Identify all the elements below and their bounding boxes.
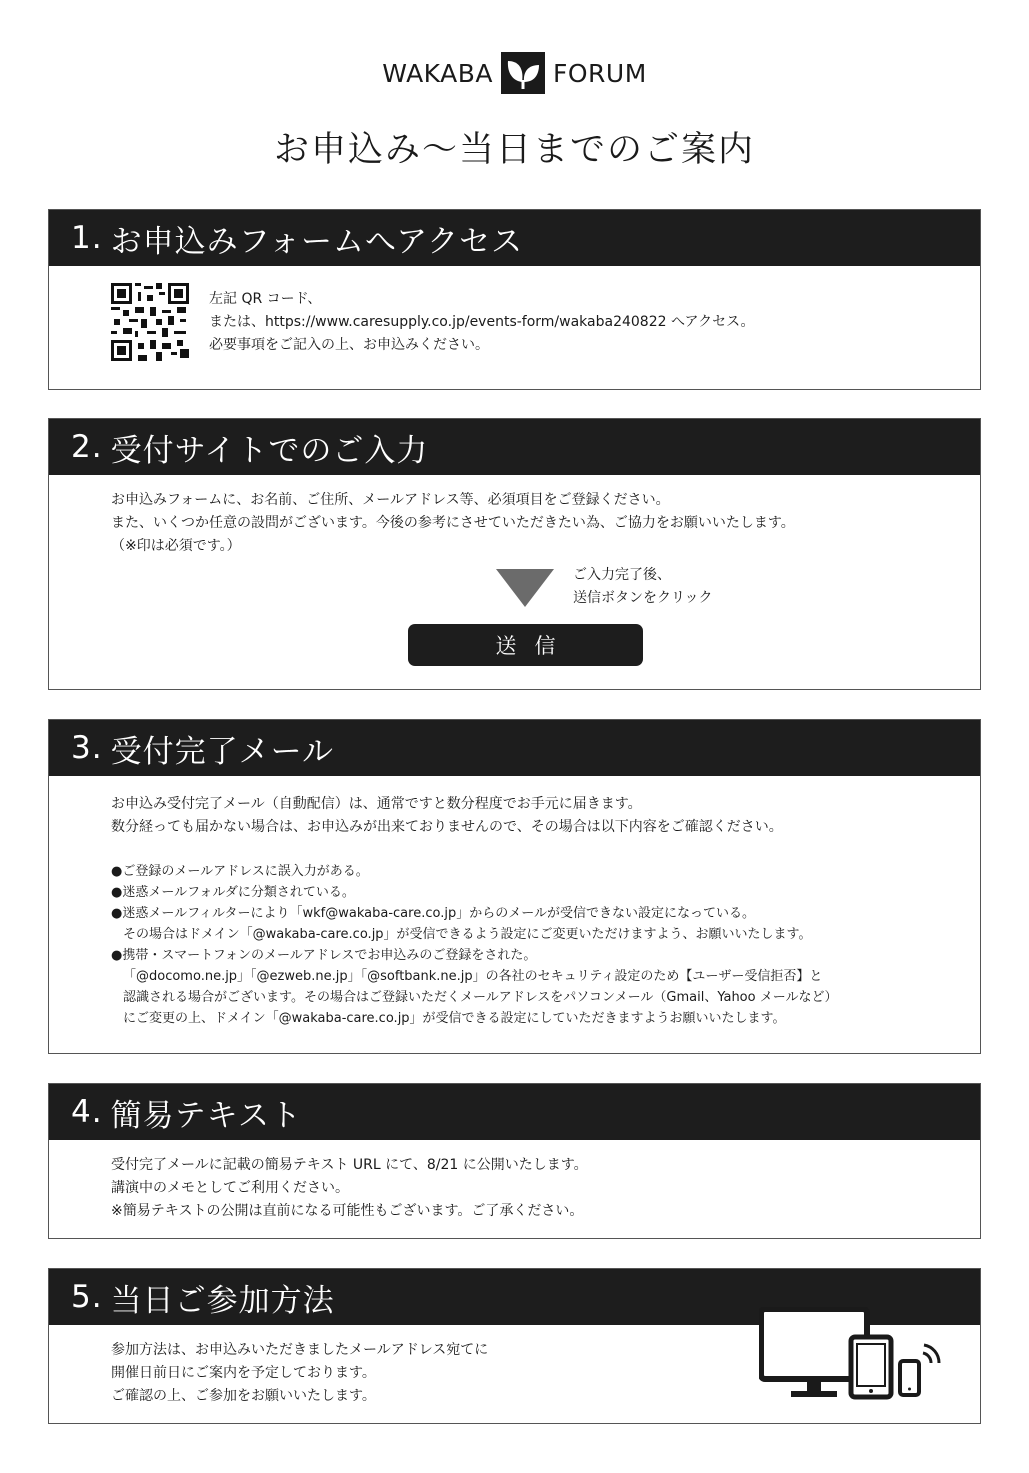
section-number: 5. [71,1279,103,1315]
note-detail: 認識される場合がございます。その場合はご登録いただくメールアドレスをパソコンメール（Gmail、Yahoo メールなど） [123,990,838,1005]
body-line: 受付完了メールに記載の簡易テキスト URL にて、8/21 に公開いたします。 [111,1157,588,1173]
section-body [111,793,783,839]
section-heading: 当日ご参加方法 [110,1282,335,1319]
body-line: 講演中のメモとしてご利用ください。 [111,1180,349,1196]
section-body [111,489,795,558]
qr-code-icon[interactable] [111,283,189,361]
body-line: 参加方法は、お申込みいただきましたメールアドレス宛てに [111,1342,489,1358]
troubleshooting-notes [111,861,837,1029]
section-participation [48,1268,981,1424]
body-line: 数分経っても届かない場合は、お申込みが出来ておりませんので、その場合は以下内容をご確認ください。 [111,819,783,835]
form-url-line[interactable]: または、https://www.caresupply.co.jp/events-form/wakaba240822 へアクセス。 [209,314,755,330]
note-item: ●ご登録のメールアドレスに誤入力がある。 [111,864,369,879]
logo [0,52,1029,94]
devices-icon [759,1307,941,1403]
section-access-form [48,209,981,390]
section-confirmation-mail [48,719,981,1054]
section-simple-text [48,1083,981,1239]
section-number: 1. [71,220,103,256]
leaf-logo-icon [501,52,545,94]
submit-button[interactable]: 送信 [408,624,643,666]
body-line: お申込みフォームに、お名前、ご住所、メールアドレス等、必須項目をご登録ください。 [111,492,670,508]
section-body [209,288,755,357]
section-number: 2. [71,429,103,465]
section-header [49,210,980,266]
body-line: ご確認の上、ご参加をお願いいたします。 [111,1388,376,1404]
body-line: また、いくつか任意の設問がございます。今後の参考にさせていただきたい為、ご協力をお願いいたします。 [111,515,795,531]
note-detail: その場合はドメイン「@wakaba-care.co.jp」が受信できるよう設定にご変更いただけますよう、お願いいたします。 [123,927,812,942]
page-title: お申込み～当日までのご案内 [273,130,755,170]
arrow-down-icon [496,569,554,607]
note-item: ●携帯・スマートフォンのメールアドレスでお申込みのご登録をされた。 [111,948,537,963]
body-line: 必要事項をご記入の上、お申込みください。 [209,337,489,353]
body-line: お申込み受付完了メール（自動配信）は、通常ですと数分程度でお手元に届きます。 [111,796,642,812]
section-number: 4. [71,1094,103,1130]
section-heading: 受付完了メール [110,733,334,770]
after-input-line: 送信ボタンをクリック [573,590,713,606]
section-body [111,1339,488,1408]
section-header [49,419,980,475]
logo-text-right: FORUM [552,58,647,88]
section-heading: 受付サイトでのご入力 [110,432,429,469]
note-detail: にご変更の上、ドメイン「@wakaba-care.co.jp」が受信できる設定にしていただきますようお願いいたします。 [123,1011,786,1026]
note-item: ●迷惑メールフィルターにより「wkf@wakaba-care.co.jp」からのメールが受信できない設定になっている。 [111,906,755,921]
section-header [49,720,980,776]
section-heading: 簡易テキスト [110,1097,302,1134]
note-item: ●迷惑メールフォルダに分類されている。 [111,885,355,900]
after-input-note [573,564,712,610]
section-body [111,1154,588,1223]
body-line: 左記 QR コード、 [209,291,322,307]
body-line: 開催日前日にご案内を予定しております。 [111,1365,376,1381]
note-detail: 「@docomo.ne.jp」「@ezweb.ne.jp」「@softbank.ne.jp」の各社のセキュリティ設定のため【ユーザー受信拒否】と [123,969,823,984]
section-heading: お申込みフォームへアクセス [110,223,524,260]
section-number: 3. [71,730,103,766]
section-input [48,418,981,690]
section-header [49,1084,980,1140]
body-line: ※簡易テキストの公開は直前になる可能性もございます。ご了承ください。 [111,1203,584,1219]
body-line: （※印は必須です。） [111,538,241,554]
logo-text-left: WAKABA [382,58,493,88]
after-input-line: ご入力完了後、 [573,567,671,583]
